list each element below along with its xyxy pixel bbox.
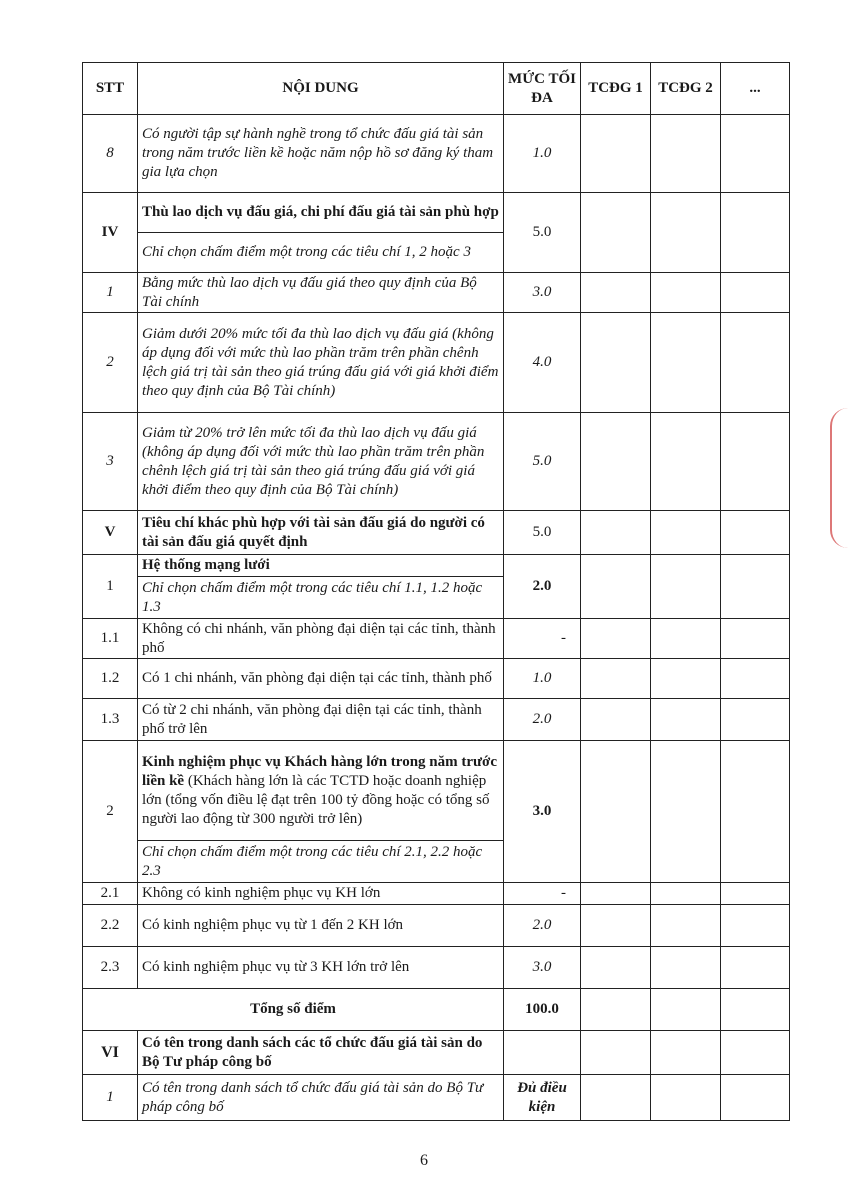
- tcdg2-cell: [651, 555, 721, 619]
- row-stt: 2: [83, 313, 138, 413]
- row-stt: V: [83, 511, 138, 555]
- more-cell: [721, 883, 790, 905]
- row-content: Giảm từ 20% trở lên mức tối đa thù lao dịch vụ đấu giá (không áp dụng đối với mức thù lao phần trăm trên phần chênh lệch giá trị tài sản theo giá trúng đấu giá với giá khởi điểm theo quy định của Bộ Tài chính): [138, 413, 504, 511]
- row-max: 3.0: [504, 947, 581, 989]
- table-row: [83, 905, 790, 947]
- row-max: 2.0: [504, 555, 581, 619]
- more-cell: [721, 313, 790, 413]
- tcdg2-cell: [651, 989, 721, 1031]
- table-row: [83, 511, 790, 555]
- col-header-max: MỨC TỐI ĐA: [504, 63, 581, 115]
- tcdg1-cell: [581, 115, 651, 193]
- row-max: 3.0: [504, 273, 581, 313]
- row-content: Thù lao dịch vụ đấu giá, chi phí đấu giá tài sản phù hợp: [138, 193, 504, 233]
- row-content: Hệ thống mạng lưới: [138, 555, 504, 577]
- more-cell: [721, 619, 790, 659]
- more-cell: [721, 659, 790, 699]
- tcdg1-cell: [581, 947, 651, 989]
- table-row: [83, 313, 790, 413]
- tcdg2-cell: [651, 313, 721, 413]
- row-content: Có người tập sự hành nghề trong tổ chức đấu giá tài sản trong năm trước liền kề hoặc năm nộp hồ sơ đăng ký tham gia lựa chọn: [138, 115, 504, 193]
- more-cell: [721, 905, 790, 947]
- row-content: Không có chi nhánh, văn phòng đại diện tại các tỉnh, thành phố: [138, 619, 504, 659]
- table-row: [83, 659, 790, 699]
- table-header-row: [83, 63, 790, 115]
- row-max: 5.0: [504, 511, 581, 555]
- table-row: [83, 741, 790, 841]
- row-stt: 1: [83, 273, 138, 313]
- tcdg2-cell: [651, 273, 721, 313]
- row-max: -: [504, 883, 581, 905]
- row-stt: 2.3: [83, 947, 138, 989]
- tcdg2-cell: [651, 699, 721, 741]
- more-cell: [721, 511, 790, 555]
- col-header-tcdg2: TCĐG 2: [651, 63, 721, 115]
- row-stt: 8: [83, 115, 138, 193]
- row-stt: 1: [83, 1075, 138, 1121]
- table-row: [83, 1075, 790, 1121]
- row-stt: 1: [83, 555, 138, 619]
- row-content: Có tên trong danh sách các tổ chức đấu giá tài sản do Bộ Tư pháp công bố: [138, 1031, 504, 1075]
- tcdg1-cell: [581, 883, 651, 905]
- row-stt: 2: [83, 741, 138, 883]
- tcdg1-cell: [581, 1031, 651, 1075]
- col-header-content: NỘI DUNG: [138, 63, 504, 115]
- row-stt: 1.3: [83, 699, 138, 741]
- tcdg1-cell: [581, 699, 651, 741]
- row-subcontent: Chỉ chọn chấm điểm một trong các tiêu chí 1, 2 hoặc 3: [138, 233, 504, 273]
- table-row: [83, 555, 790, 577]
- more-cell: [721, 555, 790, 619]
- row-content: Bằng mức thù lao dịch vụ đấu giá theo quy định của Bộ Tài chính: [138, 273, 504, 313]
- tcdg1-cell: [581, 555, 651, 619]
- row-content: Không có kinh nghiệm phục vụ KH lớn: [138, 883, 504, 905]
- tcdg2-cell: [651, 741, 721, 883]
- table-row: [83, 273, 790, 313]
- col-header-stt: STT: [83, 63, 138, 115]
- row-content: [138, 741, 504, 841]
- table-row: [83, 883, 790, 905]
- more-cell: [721, 989, 790, 1031]
- table-row: [83, 947, 790, 989]
- tcdg1-cell: [581, 619, 651, 659]
- more-cell: [721, 947, 790, 989]
- row-stt: IV: [83, 193, 138, 273]
- row-content: Tiêu chí khác phù hợp với tài sản đấu giá do người có tài sản đấu giá quyết định: [138, 511, 504, 555]
- more-cell: [721, 1075, 790, 1121]
- row-max: -: [504, 619, 581, 659]
- more-cell: [721, 273, 790, 313]
- col-header-more: ...: [721, 63, 790, 115]
- row-stt: 1.1: [83, 619, 138, 659]
- more-cell: [721, 741, 790, 883]
- table-row: [83, 193, 790, 233]
- row-stt: 3: [83, 413, 138, 511]
- row-max: 3.0: [504, 741, 581, 883]
- row-max: Đủ điều kiện: [504, 1075, 581, 1121]
- total-max: 100.0: [504, 989, 581, 1031]
- row-stt: 1.2: [83, 659, 138, 699]
- row-content-rest: (Khách hàng lớn là các TCTD hoặc doanh nghiệp lớn (tổng vốn điều lệ đạt trên 100 tỷ đồng hoặc có tổng số người lao động từ 300 người trở lên): [142, 772, 490, 827]
- row-stt: 2.1: [83, 883, 138, 905]
- tcdg1-cell: [581, 313, 651, 413]
- table-row: [83, 619, 790, 659]
- table-row: [83, 115, 790, 193]
- tcdg2-cell: [651, 659, 721, 699]
- row-content: Có tên trong danh sách tổ chức đấu giá tài sản do Bộ Tư pháp công bố: [138, 1075, 504, 1121]
- tcdg2-cell: [651, 905, 721, 947]
- tcdg1-cell: [581, 905, 651, 947]
- row-max: 2.0: [504, 699, 581, 741]
- tcdg1-cell: [581, 659, 651, 699]
- row-stt: 2.2: [83, 905, 138, 947]
- page-number: 6: [420, 1152, 428, 1169]
- row-max: 2.0: [504, 905, 581, 947]
- row-content: Giảm dưới 20% mức tối đa thù lao dịch vụ đấu giá (không áp dụng đối với mức thù lao phần trăm trên phần chênh lệch giá trị tài sản theo giá trúng đấu giá với giá khởi điểm theo quy định của Bộ Tài chính): [138, 313, 504, 413]
- row-content-bold: Kinh nghiệm phục vụ Khách hàng lớn trong năm trước liền kề: [142, 753, 497, 789]
- table-row: [83, 413, 790, 511]
- row-content: Có từ 2 chi nhánh, văn phòng đại diện tại các tỉnh, thành phố trở lên: [138, 699, 504, 741]
- total-row: [83, 989, 790, 1031]
- tcdg1-cell: [581, 741, 651, 883]
- table-row: [83, 1031, 790, 1075]
- more-cell: [721, 115, 790, 193]
- tcdg2-cell: [651, 619, 721, 659]
- row-max: 5.0: [504, 193, 581, 273]
- row-content: Có kinh nghiệm phục vụ từ 1 đến 2 KH lớn: [138, 905, 504, 947]
- tcdg1-cell: [581, 273, 651, 313]
- tcdg2-cell: [651, 115, 721, 193]
- tcdg2-cell: [651, 511, 721, 555]
- row-max: 5.0: [504, 413, 581, 511]
- row-stt: VI: [83, 1031, 138, 1075]
- tcdg1-cell: [581, 989, 651, 1031]
- row-max: 4.0: [504, 313, 581, 413]
- row-max: 1.0: [504, 659, 581, 699]
- criteria-table: [82, 62, 790, 1121]
- more-cell: [721, 413, 790, 511]
- table-row: [83, 699, 790, 741]
- row-max: 1.0: [504, 115, 581, 193]
- row-content: Có 1 chi nhánh, văn phòng đại diện tại các tỉnh, thành phố: [138, 659, 504, 699]
- row-content: Có kinh nghiệm phục vụ từ 3 KH lớn trở lên: [138, 947, 504, 989]
- tcdg2-cell: [651, 883, 721, 905]
- more-cell: [721, 1031, 790, 1075]
- row-subcontent: Chỉ chọn chấm điểm một trong các tiêu chí 2.1, 2.2 hoặc 2.3: [138, 841, 504, 883]
- tcdg2-cell: [651, 193, 721, 273]
- red-stamp-edge: [830, 408, 848, 548]
- more-cell: [721, 699, 790, 741]
- tcdg2-cell: [651, 947, 721, 989]
- tcdg2-cell: [651, 1075, 721, 1121]
- tcdg2-cell: [651, 413, 721, 511]
- col-header-tcdg1: TCĐG 1: [581, 63, 651, 115]
- row-subcontent: Chỉ chọn chấm điểm một trong các tiêu chí 1.1, 1.2 hoặc 1.3: [138, 577, 504, 619]
- tcdg2-cell: [651, 1031, 721, 1075]
- more-cell: [721, 193, 790, 273]
- tcdg1-cell: [581, 1075, 651, 1121]
- tcdg1-cell: [581, 511, 651, 555]
- row-max: [504, 1031, 581, 1075]
- tcdg1-cell: [581, 413, 651, 511]
- tcdg1-cell: [581, 193, 651, 273]
- total-label: Tổng số điểm: [83, 989, 504, 1031]
